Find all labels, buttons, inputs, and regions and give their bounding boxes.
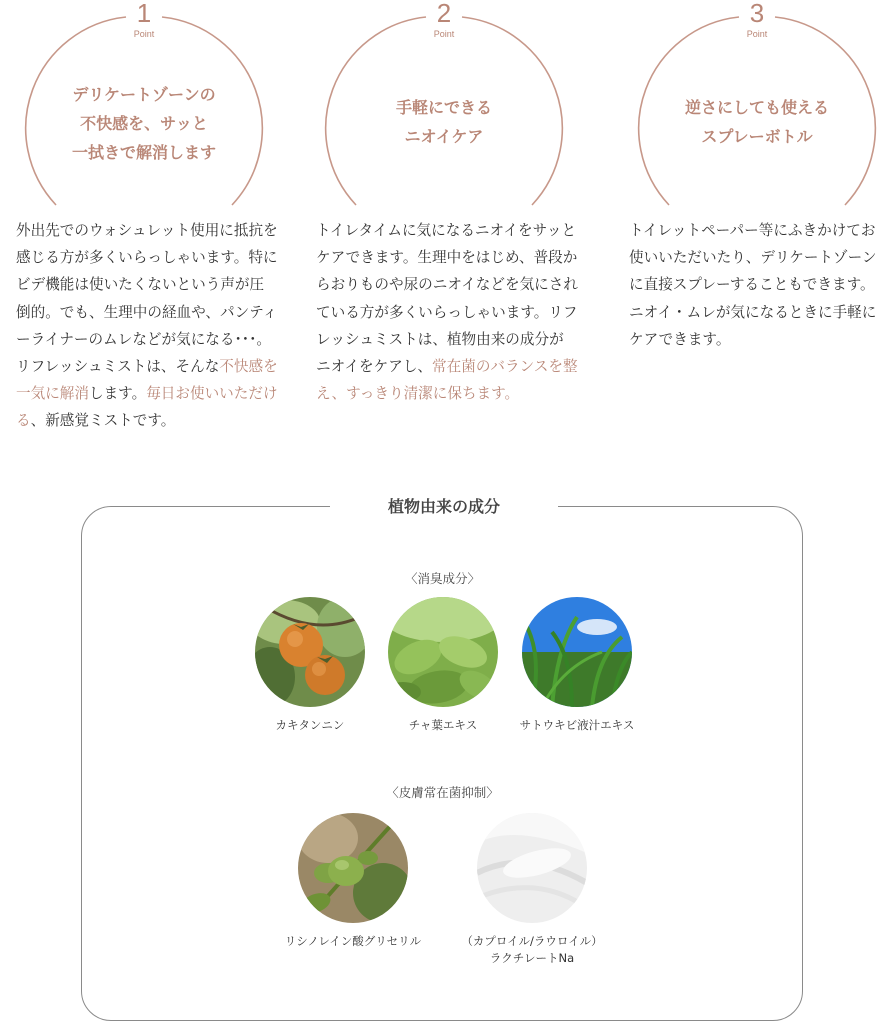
sugarcane-photo-icon [522, 597, 632, 707]
ingredient-tea-leaf-extract [368, 597, 518, 734]
point-1-label: Point [133, 29, 155, 39]
ingredient-name [235, 717, 385, 734]
point-1-body-text: します。 [88, 385, 147, 403]
point-1-body-text: 外出先でのウォシュレット使用に抵抗を感じる方が多くいらっしゃいます。特にビデ機能は使いたくないという声が圧倒的。でも、生理中の経血や、パンティーライナーのムレなどが気になる･･･。リフレッシュミストは、そんな [16, 222, 278, 376]
point-3-body-text: トイレットペーパー等にふきかけてお使いいただいたり、デリケートゾーンに直接スプレーすることもできます。ニオイ・ムレが気になるときに手軽にケアできます。 [629, 222, 877, 348]
ingredient-name-line: ラクチレートNa [489, 951, 575, 965]
ingredient-name-line: サトウキビ液汁エキス [519, 718, 635, 732]
point-2-body [316, 217, 578, 407]
castor-plant-photo-icon [298, 813, 408, 923]
point-3-label: Point [746, 29, 768, 39]
point-1-body-highlight: 毎日お使いいただける [16, 385, 278, 430]
point-1-number: 1 [136, 0, 152, 28]
point-2-title-line: 手軽にできる [395, 98, 492, 117]
ingredient-name [368, 717, 518, 734]
point-1-title-line: 不快感を、サッと [80, 114, 208, 133]
deodorant-group-title: 〈消臭成分〉 [404, 571, 480, 586]
skin-flora-group-title: 〈皮膚常在菌抑制〉 [386, 785, 499, 800]
ingredient-persimmon-tannin [235, 597, 385, 734]
point-3-title-line: スプレーボトル [701, 127, 813, 146]
point-2-body-text: トイレタイムに気になるニオイをサッとケアできます。生理中をはじめ、普段からおりものや尿のニオイなどを気にされている方が多くいらっしゃいます。リフレッシュミストは、植物由来の成分がニオイをケアし、 [316, 222, 578, 376]
point-1-body [16, 217, 278, 435]
ingredient-name [502, 717, 652, 734]
ingredient-name-line: カキタンニン [275, 718, 345, 732]
persimmon-photo-icon [255, 597, 365, 707]
point-2-title-line: ニオイケア [404, 127, 484, 146]
point-1-title-line: 一拭きで解消します [71, 143, 216, 162]
point-1-body-highlight: 不快感を一気に解消 [16, 358, 278, 403]
point-2-number: 2 [436, 0, 452, 28]
point-2-body-highlight: 常在菌のバランスを整え、すっきり清潔に保ちます。 [316, 358, 578, 403]
point-2-label: Point [433, 29, 455, 39]
ingredient-name [278, 933, 428, 950]
ingredient-name [457, 933, 607, 967]
white-cream-photo-icon [477, 813, 587, 923]
point-3-body [629, 217, 885, 353]
plant-ingredients-title: 植物由来の成分 [330, 495, 558, 519]
point-1-title [14, 80, 274, 167]
point-3-number: 3 [749, 0, 765, 28]
point-2-title [314, 93, 574, 151]
ingredient-name-line: リシノレイン酸グリセリル [284, 934, 422, 948]
ingredient-name-line: チャ葉エキス [408, 718, 478, 732]
ingredient-glyceryl-ricinoleate [278, 813, 428, 950]
ingredient-sugarcane-extract [502, 597, 652, 734]
point-1-title-line: デリケートゾーンの [72, 85, 216, 104]
ingredient-sodium-lactylate [457, 813, 607, 967]
tea-leaf-photo-icon [388, 597, 498, 707]
point-3-title [627, 93, 885, 151]
point-3-title-line: 逆さにしても使える [684, 98, 829, 117]
ingredient-name-line: （カプロイル/ラウロイル） [461, 934, 603, 948]
point-1-body-text: 、新感覚ミストです。 [30, 412, 176, 430]
